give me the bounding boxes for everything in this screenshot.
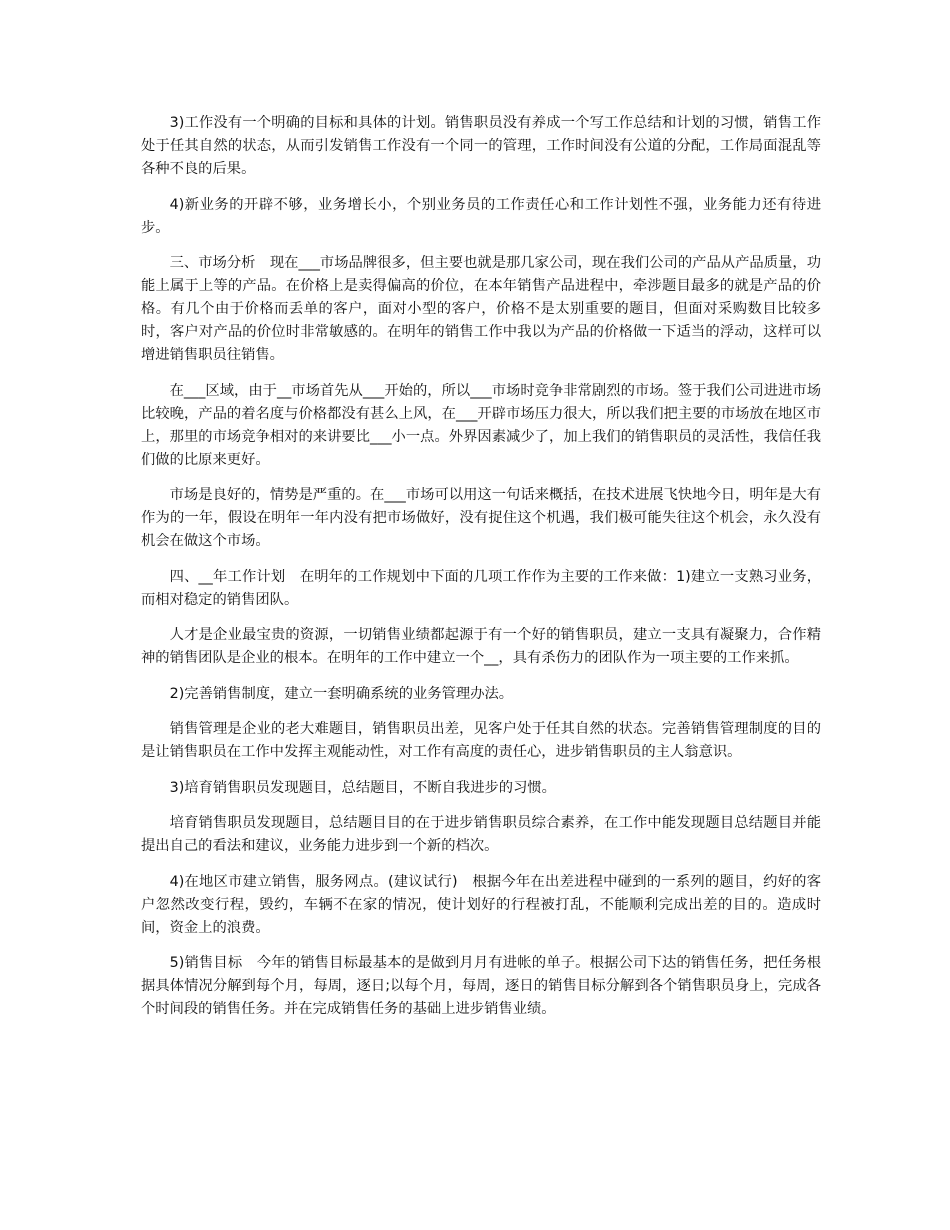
paragraph: 4)在地区市建立销售，服务网点。(建议试行) 根据今年在出差进程中碰到的一系列的题目，约好的客户忽然改变行程，毁约，车辆不在家的情况，使计划好的行程被打乱，不能顺利完成出差的目的。造成时间，资金上的浪费。 bbox=[141, 873, 821, 936]
paragraph: 销售管理是企业的老大难题目，销售职员出差，见客户处于任其自然的状态。完善销售管理制度的目的是让销售职员在工作中发挥主观能动性，对工作有高度的责任心，进步销售职员的主人翁意识。 bbox=[141, 721, 821, 760]
paragraph: 3)工作没有一个明确的目标和具体的计划。销售职员没有养成一个写工作总结和计划的习惯，销售工作处于任其自然的状态，从而引发销售工作没有一个同一的管理，工作时间没有公道的分配，工作局面混乱等各种不良的后果。 bbox=[141, 115, 821, 177]
paragraph: 3)培育销售职员发现题目，总结题目，不断自我进步的习惯。 bbox=[169, 779, 556, 796]
paragraph: 在___区域，由于__市场首先从___开始的，所以___市场时竞争非常剧烈的市场。签于我们公司进进市场比较晚，产品的着名度与价格都没有甚么上风，在___开辟市场压力很大，所以我们把主要的市场放在地区市上，那里的市场竞争相对的来讲要比___小一点。外界因素减少了，加上我们的销售职员的灵活性，我信任我们做的比原来更好。 bbox=[141, 382, 821, 468]
paragraph: 2)完善销售制度，建立一套明确系统的业务管理办法。 bbox=[169, 685, 514, 702]
paragraph: 5)销售目标 今年的销售目标最基本的是做到月月有进帐的单子。根据公司下达的销售任务，把任务根据具体情况分解到每个月，每周，逐日;以每个月，每周，逐日的销售目标分解到各个销售职员身上，完成各个时间段的销售任务。并在完成销售任务的基础上进步销售业绩。 bbox=[141, 955, 821, 1017]
document-body bbox=[141, 112, 821, 1034]
paragraph: 三、市场分析 现在___市场品牌很多，但主要也就是那几家公司，现在我们公司的产品从产品质量，功能上属于上等的产品。在价格上是卖得偏高的价位，在本年销售产品进程中，牵涉题目最多的就是产品的价格。有几个由于价格而丢单的客户，面对小型的客户，价格不是太别重要的题目，但面对采购数目比较多时，客户对产品的价位时非常敏感的。在明年的销售工作中我以为产品的价格做一下适当的浮动，这样可以增进销售职员往销售。 bbox=[141, 255, 821, 363]
paragraph: 市场是良好的，情势是严重的。在___市场可以用这一句话来概括，在技术进展飞快地今日，明年是大有作为的一年，假设在明年一年内没有把市场做好，没有捉住这个机遇，我们极可能失往这个机会，永久没有机会在做这个市场。 bbox=[141, 487, 821, 549]
paragraph: 四、__年工作计划 在明年的工作规划中下面的几项工作作为主要的工作来做：1)建立一支熟习业务，而相对稳定的销售团队。 bbox=[141, 568, 821, 608]
paragraph: 4)新业务的开辟不够，业务增长小，个别业务员的工作责任心和工作计划性不强，业务能力还有待进步。 bbox=[141, 196, 821, 236]
paragraph: 人才是企业最宝贵的资源，一切销售业绩都起源于有一个好的销售职员，建立一支具有凝聚力，合作精神的销售团队是企业的根本。在明年的工作中建立一个__，具有杀伤力的团队作为一项主要的工作来抓。 bbox=[141, 627, 821, 666]
paragraph: 培育销售职员发现题目，总结题目目的在于进步销售职员综合素养，在工作中能发现题目总结题目并能提出自己的看法和建议，业务能力进步到一个新的档次。 bbox=[141, 815, 821, 854]
